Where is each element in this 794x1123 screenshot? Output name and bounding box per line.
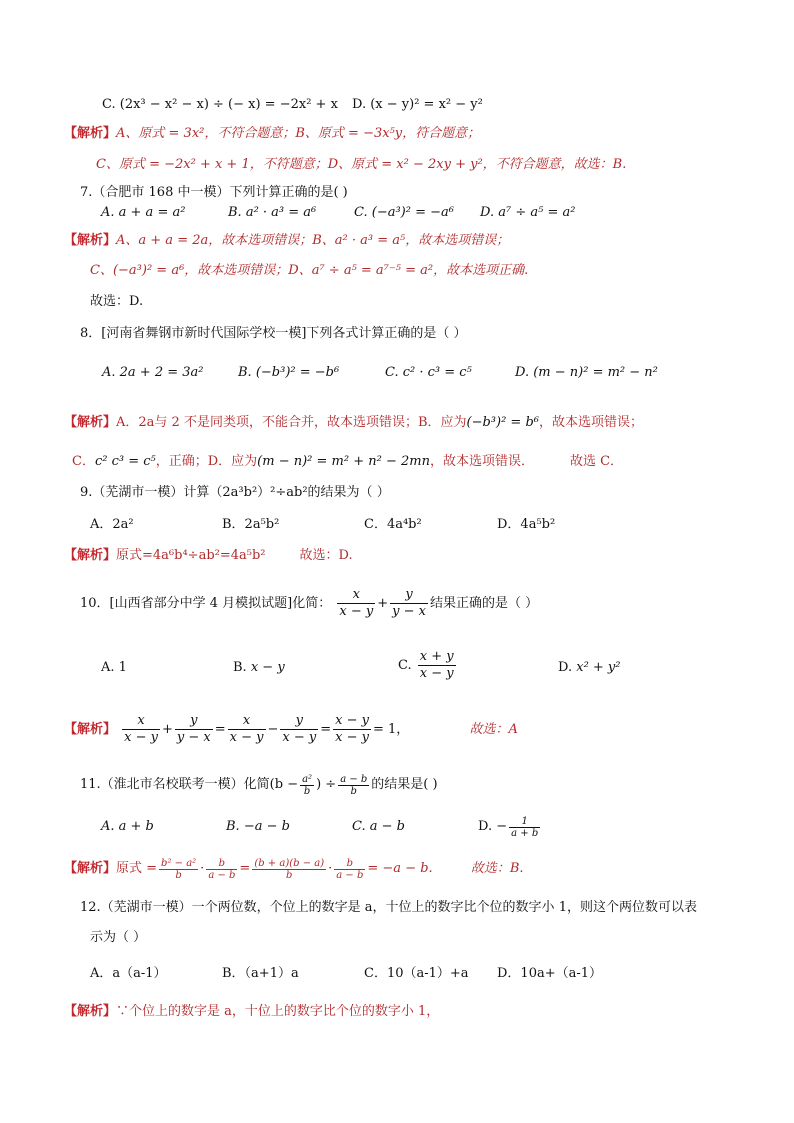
q10-fraction-y: $\frac{y}{y - x}$ [392,587,426,619]
q11-answer: 故选：B. [470,861,524,876]
analysis-tag: 【解析】 [64,233,117,248]
q8-exp2-a: C． [72,454,95,469]
q12-option-c: C．10（a-1）+a [364,966,469,981]
q9-option-c: C．4a⁴b² [364,517,422,532]
q12-exp-text: ∵个位上的数字是 a，十位上的数字比个位的数字小 1， [116,1004,440,1019]
q7-answer: 故选：D. [90,294,144,309]
q8-option-d: D. (m − n)² = m² − n² [515,365,658,380]
q8-option-a: A. 2a + 2 = 3a² [102,365,204,380]
q8-explanation-line2 [72,453,623,471]
q9-exp-text: 原式=4a⁶b⁴÷ab²=4a⁵b² [116,548,266,563]
q9-stem: 9.（芜湖市一模）计算（2a³b²）²÷ab²的结果为（ ） [80,485,390,500]
q9-option-a: A．2a² [90,517,134,532]
q11-stem: 11.（淮北市名校联考一模）化简(b − $\frac{\text{a²}}{b}$ ) ÷ $\frac{a - b}{b}$ 的结果是( ) [80,774,438,797]
q10-stem: 10．[山西省部分中学 4 月模拟试题]化简： $\frac{x}{x - y}$ + $\frac{y}{y - x}$ 结果正确的是（ ） [80,587,539,619]
q8-exp-text-c: ，故本选项错误； [539,415,644,430]
q11-option-d: D. − $\frac{1}{a + b}$ [478,816,539,839]
q6-explanation-line1 [64,125,480,143]
q10-fraction-x: $\frac{x}{x - y}$ [339,587,374,619]
q12-option-d: D．10a+（a-1） [497,966,603,981]
q10-stem-post: 结果正确的是（ ） [429,596,539,611]
q7-option-a: A. a + a = a² [101,205,186,220]
q7-explanation-line2: C、(−a³)² = a⁶，故本选项错误；D、a⁷ ÷ a⁵ = a⁷⁻⁵ = a²，故本选项正确. [90,263,529,278]
q6-explanation-line2: C、原式 = −2x² + x + 1，不符题意；D、原式 = x² − 2xy + y²，不符合题意，故选：B. [96,157,627,172]
q12-option-a: A．a（a-1） [90,966,167,981]
q9-explanation [64,547,353,565]
q8-stem: 8．[河南省舞钢市新时代国际学校一模]下列各式计算正确的是（ ） [80,326,467,341]
q8-exp-text-a: A．2a与 2 不是同类项，不能合并，故本选项错误；B．应为 [116,415,467,430]
q8-exp2-formula-c: c² c³ = c⁵ [94,454,156,469]
analysis-tag: 【解析】 [64,548,117,563]
q7-option-b: B. a² · a³ = a⁶ [228,205,317,220]
q8-explanation-line1 [64,414,643,432]
q8-option-c: C. c² · c³ = c⁵ [385,365,472,380]
q11-explanation: 【解析】原式 = $\frac{\text{b² − a²}}{b}$ · $\frac{b}{a - b}$ = $\frac{(b + a)(b - a)}{b}$ · $\frac{b}{a - b}$ = −a − b. 故选：B. [64,858,524,881]
q7-option-d: D. a⁷ ÷ a⁵ = a² [480,205,576,220]
q10-answer: 故选：A [469,722,518,737]
q6-exp-text: A、原式 = 3x²，不符合题意；B、原式 = −3x⁵y，符合题意； [116,126,481,141]
q7-explanation-line1 [64,232,509,250]
q12-explanation [64,1003,439,1021]
q8-exp-formula-b: (−b³)² = b⁶ [466,415,539,430]
analysis-tag: 【解析】 [64,722,117,737]
q7-option-c: C. (−a³)² = −a⁶ [354,205,454,220]
analysis-tag: 【解析】 [64,126,117,141]
q11-option-c: C. a − b [352,819,405,834]
q8-exp2-text: ，正确；D．应为 [155,454,258,469]
q8-exp2-text2: ，故本选项错误． [429,454,534,469]
q8-answer: 故选 C． [569,454,624,469]
q9-answer: 故选：D. [299,548,353,563]
q12-stem-line2: 示为（ ） [90,930,147,945]
q10-option-c: C. $\frac{x + y}{x - y}$ [398,649,454,681]
q12-stem-line1: 12.（芜湖市一模）一个两位数，个位上的数字是 a，十位上的数字比个位的数字小 1，则这个两位数可以表 [80,900,697,915]
q8-exp2-formula-d: (m − n)² = m² + n² − 2mn [257,454,430,469]
q6-option-c: C. (2x³ − x² − x) ÷ (− x) = −2x² + x [102,97,338,112]
q11-option-b: B. −a − b [226,819,290,834]
q7-stem: 7.（合肥市 168 中一模）下列计算正确的是( ) [80,185,348,200]
q12-option-b: B．（a+1）a [222,966,299,981]
q6-option-d: D. (x − y)² = x² − y² [352,97,483,112]
q9-option-b: B．2a⁵b² [222,517,280,532]
q11-option-a: A. a + b [101,819,154,834]
q10-explanation: 【解析】 $\frac{x}{x - y}$ + $\frac{y}{y - x}$ = $\frac{x}{x - y}$ − $\frac{y}{x - y}$ = $\frac{x - y}{x - y}$ = 1， 故选：A [64,713,518,745]
q10-option-a: A. 1 [101,660,127,675]
analysis-tag: 【解析】 [64,1004,117,1019]
q9-option-d: D．4a⁵b² [497,517,556,532]
q10-option-d: D. x² + y² [558,660,621,675]
analysis-tag: 【解析】 [64,861,117,876]
q10-stem-pre: 10．[山西省部分中学 4 月模拟试题]化简： [80,596,332,611]
q8-option-b: B. (−b³)² = −b⁶ [238,365,340,380]
q10-option-b: B. x − y [233,660,285,675]
analysis-tag: 【解析】 [64,415,117,430]
q7-exp-text: A、a + a = 2a，故本选项错误；B、a² · a³ = a⁵，故本选项错误； [116,233,510,248]
